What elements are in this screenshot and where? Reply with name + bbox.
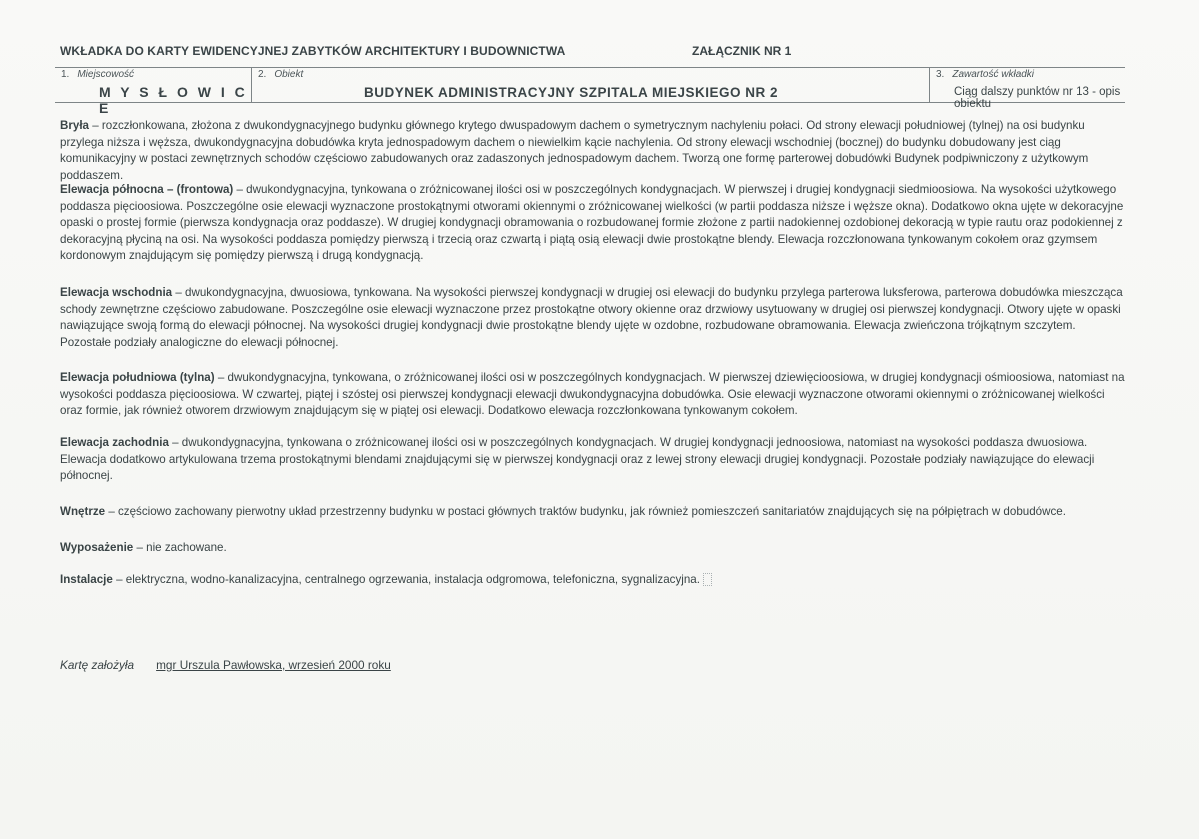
- section-installations-text: – elektryczna, wodno-kanalizacyjna, centralnego ogrzewania, instalacja odgromowa, telefoniczna, sygnalizacyjna.: [112, 573, 700, 586]
- section-elevation-west: [60, 435, 1126, 485]
- scan-mark-icon: [703, 573, 712, 586]
- author-line: [60, 658, 391, 672]
- section-south-term: Elewacja południowa (tylna): [60, 371, 215, 384]
- section-north-text: – dwukondygnacyjna, tynkowana o zróżnicowanej ilości osi w poszczególnych kondygnacjach. W pierwszej i drugiej kondygnacji siedmioosiowa. Na wysokości użytkowego poddasza pięcioosiowa. Poszczególne osie elewacji wyznaczone prostokątnymi otworami okiennymi o zróżnicowanej wielkości (w partii poddasza niższe i węższe okna). Dodatkowo okna ujęte w dekoracyjne opaski o prostej formie (pierwsza kondygnacja oraz poddasze). W drugiej kondygnacji obramowania o rozbudowanej formie złożone z partii nadokiennej ozdobionej dekoracją w typie rautu oraz podokiennej z dekoracyjną płyciną na osi. Na wysokości poddasza pomiędzy pierwszą i trzecią oraz czwartą i piątą osią elewacji dwie prostokątne blendy. Elewacja rozczłonowana tynkowanym cokołem oraz gzymsem kordonowym znajdującym się pomiędzy pierwszą i drugą kondygnacją.: [60, 183, 1124, 262]
- field-locality: [55, 68, 251, 116]
- section-installations: [60, 572, 712, 589]
- section-elevation-east: [60, 285, 1126, 351]
- field-object-caption: Obiekt: [274, 69, 304, 80]
- fields-table: [55, 67, 1125, 116]
- section-east-text: – dwukondygnacyjna, dwuosiowa, tynkowana. Na wysokości pierwszej kondygnacji w drugiej osi elewacji do budynku przylega parterowa luksferowa, parterowa dobudówka mieszcząca schody zewnętrzne częściowo zabudowane. Poszczególne osie elewacji wyznaczone przez prostokątne otwory okienne oraz drzwiowy usytuowany w drugiej osi pierwszej kondygnacji. Otwory ujęte w opaski nawiązujące swoją formą do elewacji północnej. Na wysokości drugiej kondygnacji dwie prostokątne blendy ujęte w ozdobne, rozbudowane obramowania. Elewacja zwieńczona trójkątnym szczytem. Pozostałe podziały analogiczne do elewacji północnej.: [60, 286, 1123, 349]
- field-contents-caption: Zawartość wkładki: [952, 69, 1035, 80]
- field-contents: [929, 68, 1126, 110]
- field-object-label: [258, 69, 303, 80]
- field-locality-caption: Miejscowość: [77, 69, 135, 80]
- section-interior-text: – częściowo zachowany pierwotny układ przestrzenny budynku w postaci głównych traktów budynku, jak również pomieszczeń sanitariatów znajdujących się na półpiętrach w dobudówce.: [105, 505, 1066, 518]
- section-equipment: [60, 540, 227, 557]
- section-south-text: – dwukondygnacyjna, tynkowana, o zróżnicowanej ilości osi w poszczególnych kondygnacjach. W pierwszej dziewięcioosiowa, w drugiej kondygnacji ośmioosiowa, natomiast na wysokości poddasza pięcioosiowa. W czwartej, piątej i szóstej osi pierwszej kondygnacji elewacji dwukondygnacyjna dobudówka. Osie elewacji wyznaczone otworami okiennymi o zróżnicowanej wielkości oraz formie, jak również otworem drzwiowym znajdującym się w piątej osi elewacji. Dodatkowo elewacja rozczłonkowana tynkowanym cokołem.: [60, 371, 1125, 417]
- field-contents-number: 3.: [936, 69, 945, 80]
- section-west-text: – dwukondygnacyjna, tynkowana o zróżnicowanej ilości osi w poszczególnych kondygnacjach. W drugiej kondygnacji jednoosiowa, natomiast na wysokości poddasza dwuosiowa. Elewacja dodatkowo artykulowana trzema prostokątnymi blendami znajdującymi się w pierwszej kondygnacji oraz z lewej strony elewacji drugiej kondygnacji. Pozostałe podziały nawiązujące do elewacji północnej.: [60, 436, 1095, 482]
- section-bryla-text: – rozczłonkowana, złożona z dwukondygnacyjnego budynku głównego krytego dwuspadowym dachem o symetrycznym nachyleniu połaci. Od strony elewacji południowej (tylnej) na osi budynku przylega niższa i węższa, dwukondygnacyjna dobudówka kryta jednospadowym dachem o niewielkim kącie nachylenia. Od strony elewacji wschodniej (bocznej) do budynku dobudowany jest ciąg komunikacyjny w postaci zewnętrznych schodów częściowo zabudowanych oraz zadaszonych jednospadowym dachem. Tworzą one formę parterowej dobudówki Budynek podpiwniczony z użytkowym poddaszem.: [60, 119, 1089, 182]
- field-contents-label: [936, 69, 1034, 80]
- section-east-term: Elewacja wschodnia: [60, 286, 173, 299]
- section-bryla: [60, 118, 1126, 184]
- field-object: [251, 68, 930, 102]
- author-label: Kartę założyła: [60, 658, 135, 672]
- section-interior: [60, 504, 1066, 521]
- annex-label: ZAŁĄCZNIK NR 1: [692, 44, 792, 58]
- field-contents-value: Ciąg dalszy punktów nr 13 - opis obiektu: [954, 86, 1121, 110]
- field-locality-value: M Y S Ł O W I C E: [99, 84, 248, 116]
- section-equipment-text: – nie zachowane.: [133, 541, 227, 554]
- section-installations-term: Instalacje: [60, 573, 113, 586]
- field-object-value: BUDYNEK ADMINISTRACYJNY SZPITALA MIEJSKIEGO NR 2: [364, 85, 779, 100]
- section-elevation-south: [60, 370, 1126, 420]
- author-name: mgr Urszula Pawłowska, wrzesień 2000 roku: [156, 658, 391, 672]
- section-equipment-term: Wyposażenie: [60, 541, 134, 554]
- section-bryla-term: Bryła: [60, 119, 90, 132]
- field-object-number: 2.: [258, 69, 267, 80]
- field-locality-label: [61, 69, 134, 80]
- document-title: WKŁADKA DO KARTY EWIDENCYJNEJ ZABYTKÓW ARCHITEKTURY I BUDOWNICTWA: [60, 44, 566, 58]
- section-north-term: Elewacja północna – (frontowa): [60, 183, 234, 196]
- field-locality-number: 1.: [61, 69, 70, 80]
- section-elevation-north: [60, 182, 1126, 265]
- section-interior-term: Wnętrze: [60, 505, 106, 518]
- section-west-term: Elewacja zachodnia: [60, 436, 169, 449]
